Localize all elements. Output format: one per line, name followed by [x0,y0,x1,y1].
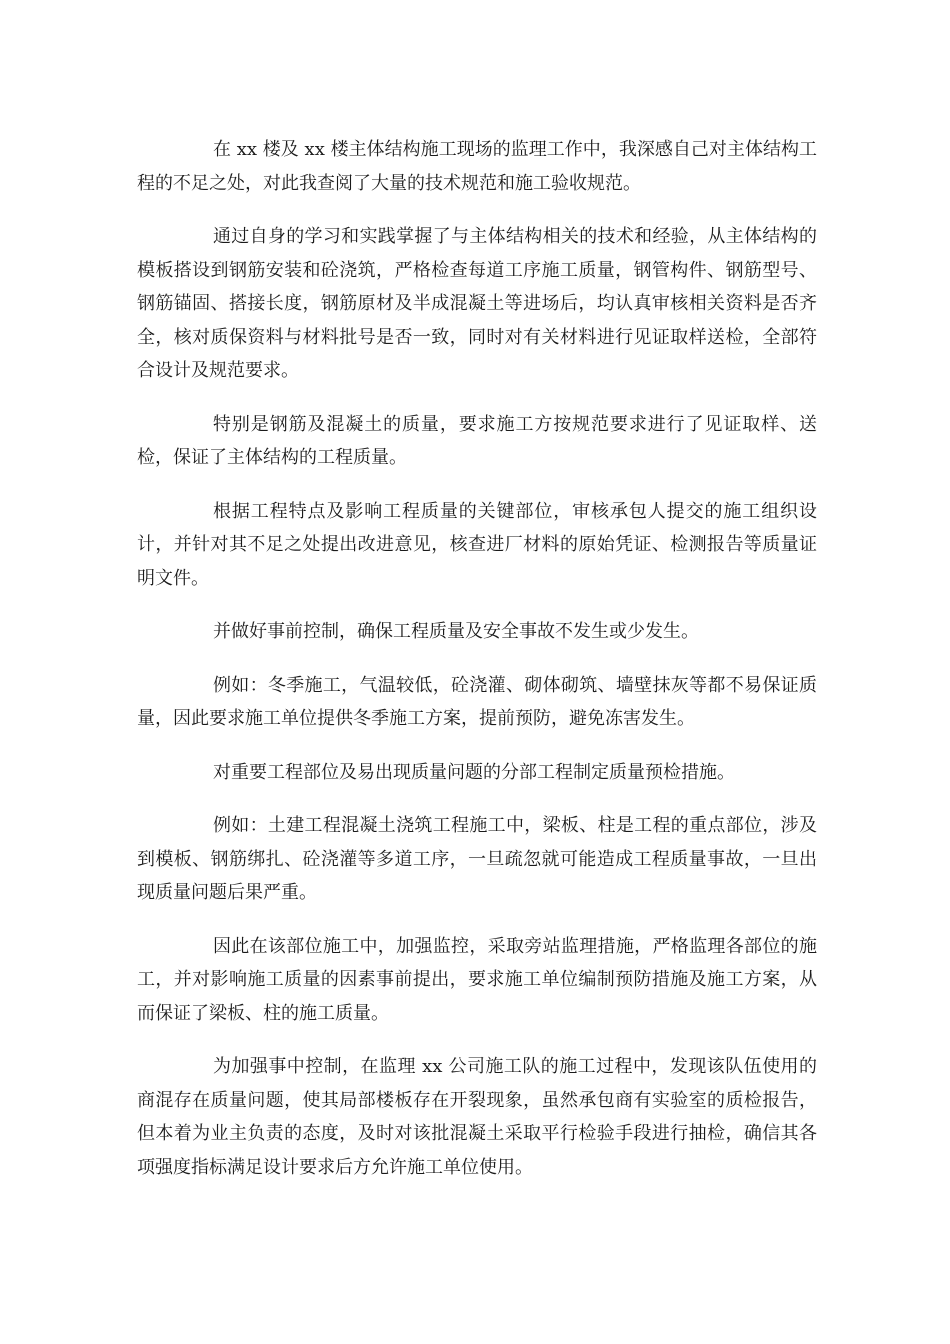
paragraph: 特别是钢筋及混凝土的质量，要求施工方按规范要求进行了见证取样、送检，保证了主体结构的工程质量。 [137,413,817,468]
document-body [137,133,817,1204]
paragraph: 例如：冬季施工，气温较低，砼浇灌、砌体砌筑、墙壁抹灰等都不易保证质量，因此要求施工单位提供冬季施工方案，提前预防，避免冻害发生。 [137,674,817,729]
paragraph: 在 xx 楼及 xx 楼主体结构施工现场的监理工作中，我深感自己对主体结构工程的不足之处，对此我查阅了大量的技术规范和施工验收规范。 [137,139,817,194]
paragraph: 并做好事前控制，确保工程质量及安全事故不发生或少发生。 [213,621,699,642]
paragraph: 通过自身的学习和实践掌握了与主体结构相关的技术和经验，从主体结构的模板搭设到钢筋安装和砼浇筑，严格检查每道工序施工质量，钢管构件、钢筋型号、钢筋锚固、搭接长度，钢筋原材及半成混凝土等进场后，均认真审核相关资料是否齐全，核对质保资料与材料批号是否一致，同时对有关材料进行见证取样送检，全部符合设计及规范要求。 [137,226,817,381]
paragraph: 例如：土建工程混凝土浇筑工程施工中，梁板、柱是工程的重点部位，涉及到模板、钢筋绑扎、砼浇灌等多道工序，一旦疏忽就可能造成工程质量事故，一旦出现质量问题后果严重。 [137,815,817,903]
paragraph: 根据工程特点及影响工程质量的关键部位，审核承包人提交的施工组织设计，并针对其不足之处提出改进意见，核查进厂材料的原始凭证、检测报告等质量证明文件。 [137,500,817,589]
paragraph: 对重要工程部位及易出现质量问题的分部工程制定质量预检措施。 [213,761,735,783]
paragraph: 为加强事中控制，在监理 xx 公司施工队的施工过程中，发现该队伍使用的商混存在质量问题，使其局部楼板存在开裂现象，虽然承包商有实验室的质检报告，但本着为业主负责的态度，及时对该批混凝土采取平行检验手段进行抽检，确信其各项强度指标满足设计要求后方允许施工单位使用。 [137,1056,817,1178]
paragraph: 因此在该部位施工中，加强监控，采取旁站监理措施，严格监理各部位的施工，并对影响施工质量的因素事前提出，要求施工单位编制预防措施及施工方案，从而保证了梁板、柱的施工质量。 [137,935,817,1024]
